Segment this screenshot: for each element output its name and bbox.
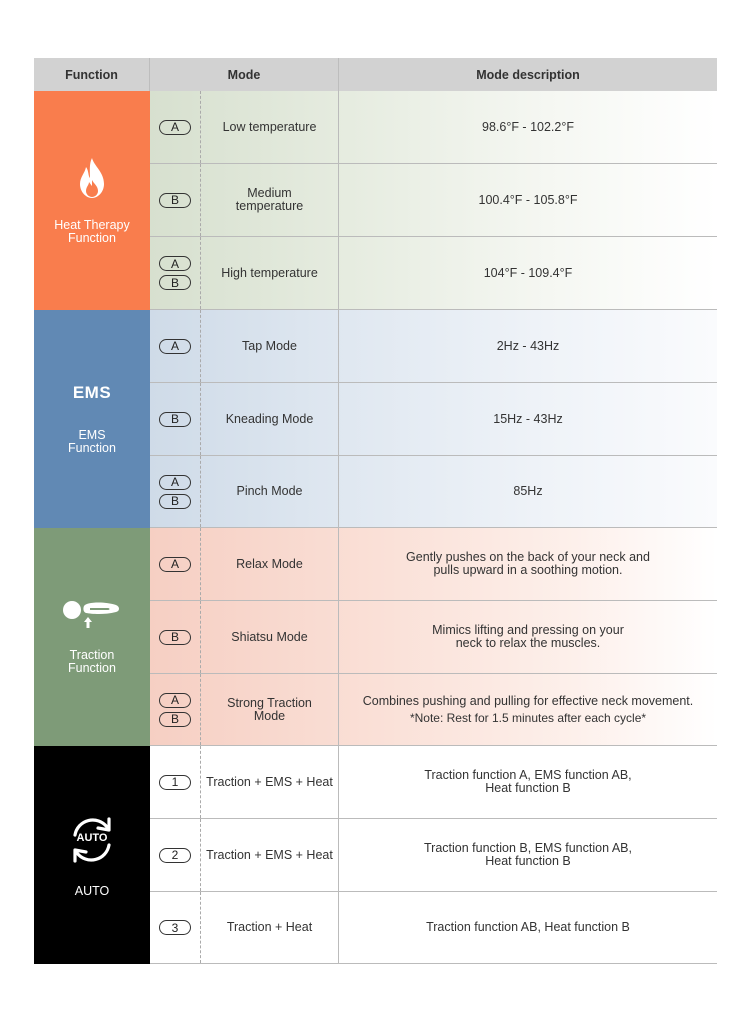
button-column — [150, 91, 201, 163]
button-column — [150, 164, 201, 236]
button-column — [150, 819, 201, 891]
mode-button-badge: B — [159, 275, 191, 290]
header-mode: Mode — [150, 58, 339, 91]
table-row — [150, 164, 717, 237]
description-text: 98.6°F - 102.2°F — [482, 119, 574, 134]
function-cell-ems — [34, 310, 150, 528]
mode-description — [339, 746, 717, 818]
group-auto — [34, 746, 717, 964]
button-column — [150, 746, 201, 818]
button-column — [150, 528, 201, 600]
mode-name: Traction + Heat — [201, 892, 339, 963]
mode-name: Traction + EMS + Heat — [201, 819, 339, 891]
table-row — [150, 383, 717, 456]
description-text: 104°F - 109.4°F — [483, 265, 573, 280]
mode-name: Tap Mode — [201, 310, 339, 382]
button-column — [150, 892, 201, 963]
mode-name: Low temperature — [201, 91, 339, 163]
table-row — [150, 528, 717, 601]
mode-description — [339, 892, 717, 963]
description-text: 15Hz - 43Hz — [493, 411, 563, 426]
button-column — [150, 237, 201, 309]
mode-button-badge: B — [159, 412, 191, 427]
table-row — [150, 601, 717, 674]
header-description: Mode description — [476, 67, 580, 82]
mode-description — [339, 237, 717, 309]
mode-button-badge: B — [159, 494, 191, 509]
traction-icon — [62, 600, 122, 635]
mode-name: Strong Traction Mode — [201, 674, 339, 745]
table-row — [150, 91, 717, 164]
mode-button-badge: A — [159, 120, 191, 135]
mode-name: Pinch Mode — [201, 456, 339, 527]
description-text: Traction function B, EMS function AB, Heat function B — [424, 841, 632, 868]
auto-cycle-icon — [65, 813, 119, 867]
mode-name: Traction + EMS + Heat — [201, 746, 339, 818]
button-column — [150, 674, 201, 745]
flame-icon — [76, 156, 108, 205]
mode-button-badge: 1 — [159, 775, 191, 790]
description-text: Gently pushes on the back of your neck and pulls upward in a soothing motion. — [406, 550, 650, 577]
mode-description — [339, 601, 717, 673]
mode-button-badge: A — [159, 557, 191, 572]
table-header — [34, 58, 717, 91]
auto-icon-text: AUTO — [76, 831, 108, 844]
description-text: Mimics lifting and pressing on your neck to relax the muscles. — [432, 623, 624, 650]
function-label-heat: Heat Therapy Function — [54, 218, 130, 245]
mode-description — [339, 819, 717, 891]
button-column — [150, 601, 201, 673]
group-traction — [34, 528, 717, 746]
group-heat-therapy — [34, 91, 717, 310]
mode-button-badge: 2 — [159, 848, 191, 863]
mode-button-badge: A — [159, 693, 191, 708]
mode-description — [339, 310, 717, 382]
table-row — [150, 310, 717, 383]
mode-name: Kneading Mode — [201, 383, 339, 455]
mode-description — [339, 456, 717, 527]
description-text: 85Hz — [513, 484, 543, 498]
ems-title: EMS — [72, 383, 112, 402]
table-row — [150, 456, 717, 528]
table-row — [150, 819, 717, 892]
mode-name: Shiatsu Mode — [201, 601, 339, 673]
table-row — [150, 237, 717, 310]
mode-description — [339, 528, 717, 600]
mode-description — [339, 91, 717, 163]
function-label-ems: EMS Function — [68, 428, 116, 455]
header-function: Function — [34, 58, 150, 91]
description-text: Traction function AB, Heat function B — [426, 920, 630, 934]
mode-description — [339, 383, 717, 455]
mode-button-badge: 3 — [159, 920, 191, 935]
button-column — [150, 456, 201, 527]
function-label-traction: Traction Function — [68, 647, 116, 675]
function-cell-heat — [34, 91, 150, 310]
group-ems — [34, 310, 717, 528]
mode-description — [339, 164, 717, 236]
button-column — [150, 310, 201, 382]
mode-name: High temperature — [201, 237, 339, 309]
table-row — [150, 746, 717, 819]
function-label-auto: AUTO — [74, 883, 110, 898]
mode-button-badge: B — [159, 193, 191, 208]
mode-button-badge: A — [159, 475, 191, 490]
table-row — [150, 674, 717, 746]
mode-name: Relax Mode — [201, 528, 339, 600]
button-column — [150, 383, 201, 455]
mode-button-badge: B — [159, 712, 191, 727]
description-note: *Note: Rest for 1.5 minutes after each cycle* — [409, 710, 647, 725]
mode-button-badge: B — [159, 630, 191, 645]
function-cell-auto — [34, 746, 150, 964]
description-text: Combines pushing and pulling for effective neck movement. — [362, 693, 694, 708]
table-row — [150, 892, 717, 964]
mode-name: Medium temperature — [201, 164, 339, 236]
mode-description — [339, 674, 717, 745]
description-text: 2Hz - 43Hz — [496, 338, 560, 353]
description-text: 100.4°F - 105.8°F — [478, 192, 578, 207]
mode-button-badge: A — [159, 339, 191, 354]
description-text: Traction function A, EMS function AB, Heat function B — [424, 768, 632, 795]
function-cell-traction — [34, 528, 150, 746]
mode-button-badge: A — [159, 256, 191, 271]
